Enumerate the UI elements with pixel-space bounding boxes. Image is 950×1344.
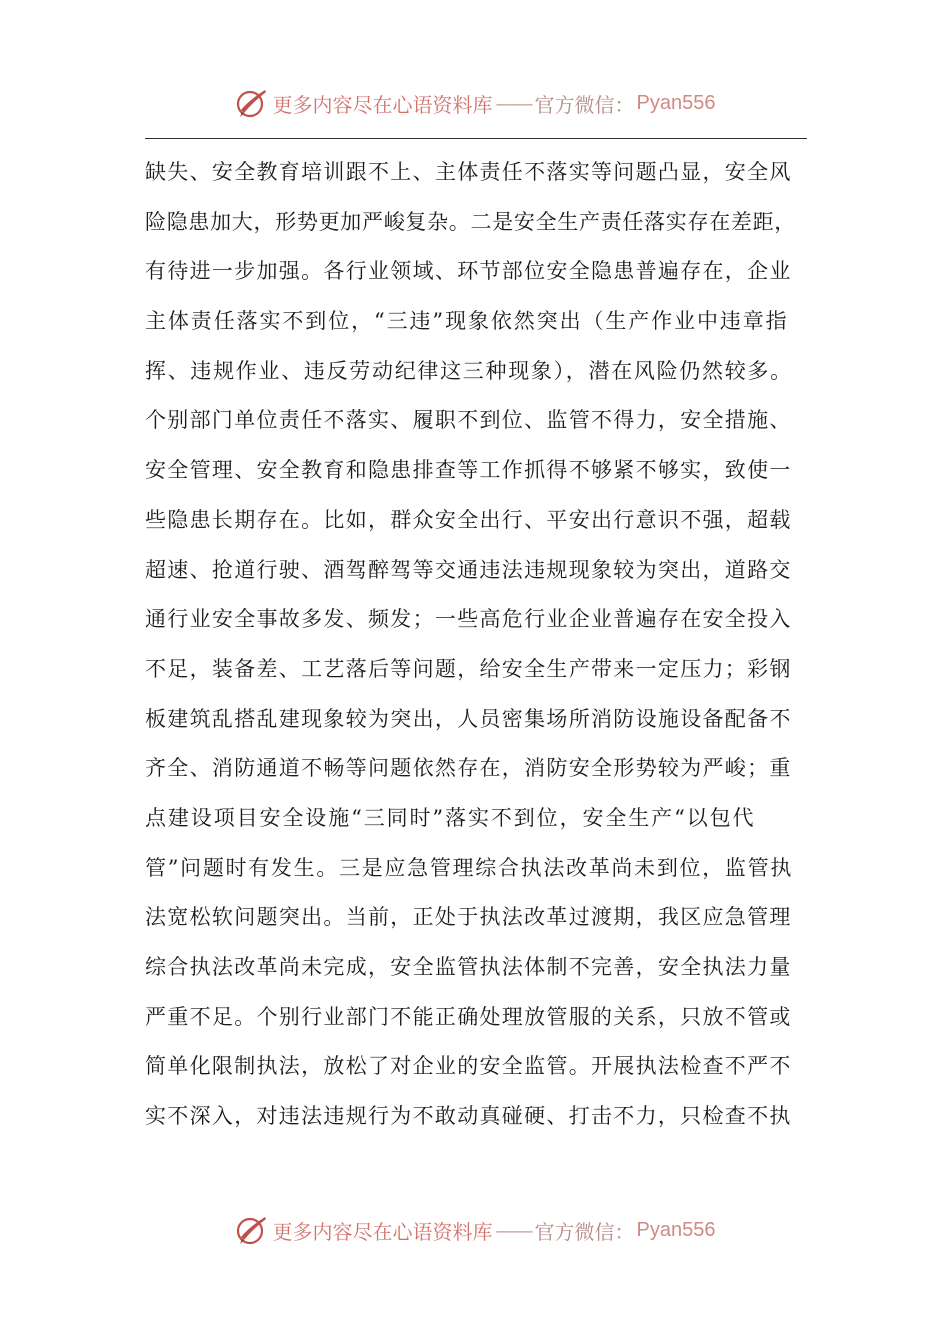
site-name-text: 更多内容尽在心语资料库	[272, 92, 493, 117]
document-body	[145, 148, 797, 1142]
pen-circle-logo-icon	[235, 86, 269, 120]
page-header	[0, 83, 950, 123]
text-line: 板建筑乱搭乱建现象较为突出，人员密集场所消防设施设备配备不	[145, 706, 792, 731]
text-line: 超速、抢道行驶、酒驾醉驾等交通违法违规现象较为突出，道路交	[145, 557, 792, 582]
wechat-label: 官方微信：	[534, 1219, 635, 1244]
header-divider	[145, 138, 807, 139]
wechat-id: Pyan556	[636, 1218, 716, 1241]
text-line: 管”问题时有发生。三是应急管理综合执法改革尚未到位，监管执	[145, 855, 794, 880]
text-line: 险隐患加大，形势更加严峻复杂。二是安全生产责任落实存在差距，	[145, 209, 796, 234]
site-name-text: 更多内容尽在心语资料库	[272, 1219, 493, 1244]
text-line: 安全管理、安全教育和隐患排查等工作抓得不够紧不够实，致使一	[145, 458, 792, 483]
text-line: 主体责任落实不到位，“三违”现象依然突出（生产作业中违章指	[145, 309, 789, 334]
text-line: 不足，装备差、工艺落后等问题，给安全生产带来一定压力；彩钢	[145, 656, 792, 681]
text-line: 有待进一步加强。各行业领域、环节部位安全隐患普遍存在，企业	[145, 259, 792, 284]
text-line: 个别部门单位责任不落实、履职不到位、监管不得力，安全措施、	[145, 408, 792, 433]
text-line: 严重不足。个别行业部门不能正确处理放管服的关系，只放不管或	[145, 1004, 792, 1029]
text-line: 通行业安全事故多发、频发；一些高危行业企业普遍存在安全投入	[145, 607, 792, 632]
text-line: 综合执法改革尚未完成，安全监管执法体制不完善，安全执法力量	[145, 955, 792, 979]
pen-circle-logo-icon	[235, 1213, 269, 1247]
header-dash: ——	[495, 91, 532, 115]
text-line: 些隐患长期存在。比如，群众安全出行、平安出行意识不强，超载	[145, 507, 792, 532]
text-line: 简单化限制执法，放松了对企业的安全监管。开展执法检查不严不	[145, 1054, 792, 1079]
wechat-label: 官方微信：	[534, 92, 635, 117]
text-line: 缺失、安全教育培训跟不上、主体责任不落实等问题凸显，安全风	[145, 160, 792, 184]
wechat-id: Pyan556	[636, 91, 716, 114]
text-line: 齐全、消防通道不畅等问题依然存在，消防安全形势较为严峻；重	[145, 756, 792, 781]
text-line: 法宽松软问题突出。当前，正处于执法改革过渡期，我区应急管理	[145, 905, 792, 930]
text-line: 实不深入，对违法违规行为不敢动真碰硬、打击不力，只检查不执	[145, 1104, 792, 1129]
page-footer	[0, 1210, 950, 1250]
text-line: 点建设项目安全设施“三同时”落实不到位，安全生产“以包代	[145, 805, 756, 830]
footer-dash: ——	[495, 1218, 532, 1242]
text-line: 挥、违规作业、违反劳动纪律这三种现象），潜在风险仍然较多。	[145, 358, 793, 383]
